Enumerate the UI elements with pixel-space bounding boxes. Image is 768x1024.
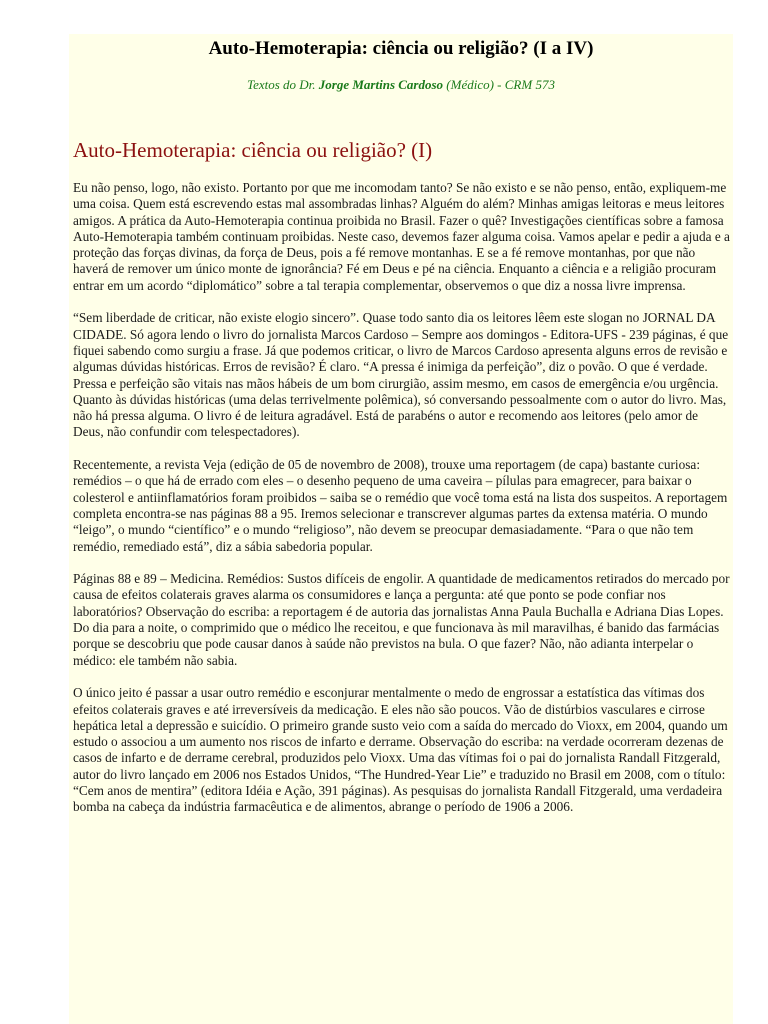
byline-suffix: (Médico) - CRM 573 bbox=[443, 77, 555, 92]
byline-prefix: Textos do Dr. bbox=[247, 77, 319, 92]
paragraph: Recentemente, a revista Veja (edição de 05 de novembro de 2008), trouxe uma reportagem (de capa) bastante curiosa: remédios – o que há de errado com eles – o desenho pequeno de uma caveira – pílulas para emagrecer, para baixar o colesterol e antiinflamatórios foram proibidos – saiba se o remédio que você toma está na lista dos suspeitos. A reportagem completa encontra-se nas páginas 88 a 95. Iremos selecionar e transcrever algumas partes da extensa matéria. O mundo “leigo”, o mundo “científico” e o mundo “religioso”, não devem se preocupar demasiadamente. “Para o que não tem remédio, remediado está”, diz a sábia sabedoria popular. bbox=[73, 457, 728, 554]
paragraph: Eu não penso, logo, não existo. Portanto por que me incomodam tanto? Se não existo e se não penso, então, expliquem-me uma coisa. Quem está escrevendo estas mal assombradas linhas? Alguém do além? Minhas amigas leitoras e meus leitores amigos. A prática da Auto-Hemoterapia continua proibida no Brasil. Fazer o quê? Investigações científicas sobre a famosa Auto-Hemoterapia também continuam proibidas. Neste caso, devemos fazer alguma coisa. Vamos apelar e pedir a ajuda e a proteção das forças divinas, da força de Deus, pois a fé remove montanhas. E se a fé remove montanhas, por que não haverá de remover um único monte de ignorância? Fé em Deus e pé na ciência. Enquanto a ciência e a religião procuram entrar em um acordo “diplomático” sobre a tal terapia complementar, observemos o que diz a nossa livre imprensa. bbox=[73, 180, 730, 293]
section-title: Auto-Hemoterapia: ciência ou religião? (I) bbox=[73, 138, 433, 162]
byline bbox=[69, 77, 733, 93]
paragraph: “Sem liberdade de criticar, não existe elogio sincero”. Quase todo santo dia os leitores lêem este slogan no JORNAL DA CIDADE. Só agora lendo o livro do jornalista Marcos Cardoso – Sempre aos domingos - Editora-UFS - 239 páginas, é que fiquei sabendo como surgiu a frase. Já que podemos criticar, o livro de Marcos Cardoso apresenta alguns erros de revisão e algumas dúvidas históricas. Erros de revisão? É claro. “A pressa é inimiga da perfeição”, diz o povão. O que é verdade. Pressa e perfeição são vitais nas mãos hábeis de um bom cirurgião, assim mesmo, em casos de emergência e/ou urgência. Quanto às dúvidas históricas (uma delas terrivelmente polêmica), só conversando pessoalmente com o autor do livro. Mas, não há pressa alguma. O livro é de leitura agradável. Está de parabéns o autor e recomendo aos leitores (pelo amor de Deus, não confundir com telespectadores). bbox=[73, 310, 729, 440]
paragraph: Páginas 88 e 89 – Medicina. Remédios: Sustos difíceis de engolir. A quantidade de medicamentos retirados do mercado por causa de efeitos colaterais graves alarma os consumidores e lança a pergunta: até que ponto se pode confiar nos laboratórios? Observação do escriba: a reportagem é de autoria das jornalistas Anna Paula Buchalla e Adriana Dias Lopes. Do dia para a noite, o comprimido que o médico lhe receitou, e que funcionava às mil maravilhas, é banido das farmácias porque se descobriu que pode causar danos à saúde não previstos na bula. O que fazer? Não, não adianta interpelar o médico: ele também não sabia. bbox=[73, 571, 730, 668]
paragraph: O único jeito é passar a usar outro remédio e esconjurar mentalmente o medo de engrossar a estatística das vítimas dos efeitos colaterais graves e até irreversíveis da medicação. E eles não são poucos. Vão de distúrbios vasculares e cirrose hepática letal a depressão e suicídio. O primeiro grande susto veio com a saída do mercado do Vioxx, em 2004, quando um estudo o associou a um aumento nos riscos de infarto e derrame. Observação do escriba: na verdade ocorreram dezenas de casos de infarto e de derrame cerebral, produzidos pelo Vioxx. Uma das vítimas foi o pai do jornalista Randall Fitzgerald, autor do livro lançado em 2006 nos Estados Unidos, “The Hundred-Year Lie” e traduzido no Brasil em 2008, com o título: “Cem anos de mentira” (editora Idéia e Ação, 391 páginas). As pesquisas do jornalista Randall Fitzgerald, uma verdadeira bomba na cabeça da indústria farmacêutica e de alimentos, abrange o período de 1906 a 2006. bbox=[73, 685, 728, 815]
byline-author: Jorge Martins Cardoso bbox=[318, 77, 444, 92]
document-title: Auto-Hemoterapia: ciência ou religião? (I a IV) bbox=[208, 38, 594, 59]
document-page bbox=[69, 34, 733, 1024]
article-body bbox=[73, 180, 731, 832]
